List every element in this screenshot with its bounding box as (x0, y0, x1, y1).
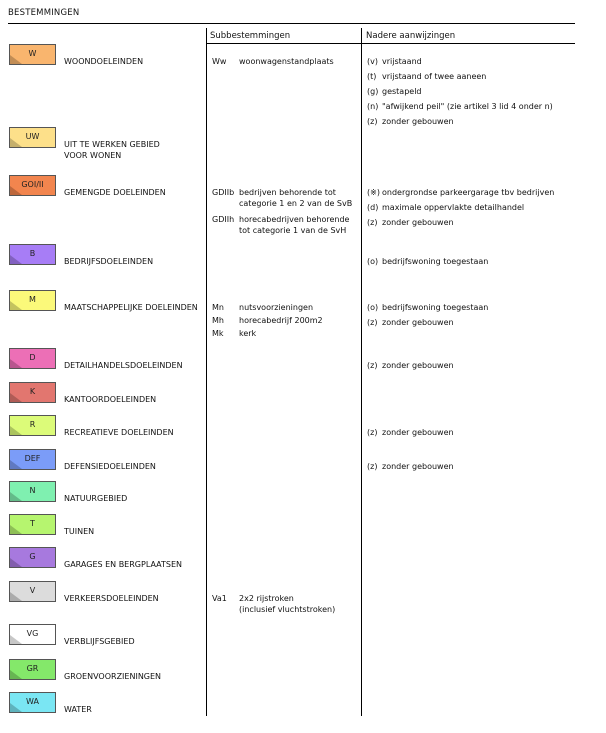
category-label-line: GROENVOORZIENINGEN (64, 672, 162, 681)
category-label-line: RECREATIEVE DOELEINDEN (64, 428, 174, 437)
swatch-code: R (29, 420, 36, 429)
category-label-line: DETAILHANDELSDOELEINDEN (64, 361, 183, 370)
subbestemming-text: horecabedrijf 200m2 (239, 316, 323, 325)
category-label (64, 139, 160, 161)
title-rule (8, 23, 575, 24)
category-label (64, 427, 174, 438)
subbestemming-text: tot categorie 1 van de SvH (239, 226, 347, 235)
note-item (367, 317, 454, 328)
note-item (367, 116, 454, 127)
subbestemming-code: Ww (212, 57, 227, 66)
note-item (367, 360, 454, 371)
subbestemming-item (212, 315, 323, 326)
swatch-code: B (29, 249, 36, 258)
subbestemming-line (212, 328, 256, 339)
note-text: zonder gebouwen (382, 117, 454, 126)
note-item (367, 86, 422, 97)
note-item (367, 256, 488, 267)
subbestemming-line (212, 604, 335, 615)
note-item (367, 302, 488, 313)
note-text: zonder gebouwen (382, 218, 454, 227)
note-key: (o) (367, 303, 379, 312)
note-item (367, 56, 422, 67)
category-label (64, 56, 143, 67)
category-label (64, 360, 183, 371)
legend-swatch (9, 382, 56, 403)
column-divider-left (206, 28, 207, 716)
note-text: gestapeld (382, 87, 422, 96)
subbestemming-text: kerk (239, 329, 257, 338)
swatch-code: M (29, 295, 36, 304)
note-key: (z) (367, 462, 378, 471)
subbestemming-line (212, 315, 323, 326)
category-label (64, 461, 156, 472)
note-item (367, 202, 524, 213)
swatch-code: T (30, 519, 35, 528)
legend-swatch (9, 290, 56, 311)
subbestemming-line (212, 302, 313, 313)
legend-swatch (9, 581, 56, 602)
note-key: (※) (367, 188, 380, 197)
note-text: bedrijfswoning toegestaan (382, 303, 489, 312)
category-label-line: DEFENSIEDOELEINDEN (64, 462, 156, 471)
swatch-code: VG (26, 629, 39, 638)
category-label-line: VOOR WONEN (64, 151, 122, 160)
category-label-line: BEDRIJFSDOELEINDEN (64, 257, 154, 266)
note-key: (t) (367, 72, 377, 81)
category-label (64, 671, 161, 682)
subbestemming-code: Mh (212, 316, 224, 325)
category-label-line: UIT TE WERKEN GEBIED (64, 140, 160, 149)
category-label-line: WATER (64, 705, 92, 714)
subbestemming-code: Mk (212, 329, 224, 338)
subbestemming-item (212, 302, 313, 313)
subbestemming-line (212, 187, 352, 198)
note-text: vrijstaand (382, 57, 422, 66)
category-label (64, 187, 166, 198)
swatch-code: N (29, 486, 36, 495)
subbestemming-item (212, 593, 335, 615)
legend-swatch (9, 449, 56, 470)
subbestemming-code: Va1 (212, 594, 227, 603)
legend-swatch (9, 44, 56, 65)
note-key: (z) (367, 218, 378, 227)
subbestemming-code: Mn (212, 303, 224, 312)
subbestemming-line (212, 225, 349, 236)
subbestemming-line (212, 214, 349, 225)
subbestemming-line (212, 198, 352, 209)
subbestemming-text: woonwagenstandplaats (239, 57, 334, 66)
note-item (367, 187, 554, 198)
note-key: (n) (367, 102, 379, 111)
note-text: "afwijkend peil" (zie artikel 3 lid 4 onder n) (382, 102, 553, 111)
category-label-line: VERBLIJFSGEBIED (64, 637, 135, 646)
subbestemming-text: 2x2 rijstroken (239, 594, 294, 603)
note-text: zonder gebouwen (382, 318, 454, 327)
note-text: bedrijfswoning toegestaan (382, 257, 489, 266)
subbestemming-item (212, 56, 334, 67)
swatch-code: GOI/II (21, 180, 44, 189)
category-label (64, 256, 153, 267)
legend-swatch (9, 692, 56, 713)
subbestemming-item (212, 187, 352, 209)
page-title: BESTEMMINGEN (8, 8, 80, 18)
swatch-code: GR (26, 664, 39, 673)
header-rule (206, 43, 575, 44)
subbestemming-item (212, 214, 349, 236)
category-label-line: KANTOORDOELEINDEN (64, 395, 157, 404)
category-label-line: NATUURGEBIED (64, 494, 128, 503)
swatch-code: K (29, 387, 36, 396)
legend-swatch (9, 624, 56, 645)
category-label-line: GEMENGDE DOELEINDEN (64, 188, 166, 197)
swatch-code: WA (26, 697, 39, 706)
swatch-code: DEF (24, 454, 41, 463)
note-item (367, 461, 454, 472)
note-item (367, 217, 454, 228)
subbestemming-text: categorie 1 en 2 van de SvB (239, 199, 353, 208)
legend-swatch (9, 659, 56, 680)
subbestemming-code: GDIIh (212, 215, 235, 224)
category-label (64, 559, 182, 570)
category-label (64, 593, 159, 604)
category-label-line: VERKEERSDOELEINDEN (64, 594, 159, 603)
swatch-code: W (28, 49, 37, 58)
note-key: (g) (367, 87, 379, 96)
category-label-line: TUINEN (64, 527, 95, 536)
notes-header: Nadere aanwijzingen (366, 31, 456, 41)
note-item (367, 101, 553, 112)
subbestemming-text: horecabedrijven behorende (239, 215, 350, 224)
category-label (64, 493, 127, 504)
legend-swatch (9, 514, 56, 535)
subbestemming-text: bedrijven behorende tot (239, 188, 336, 197)
swatch-code: D (29, 353, 36, 362)
note-key: (z) (367, 318, 378, 327)
category-label (64, 704, 92, 715)
subbestemming-text: nutsvoorzieningen (239, 303, 314, 312)
note-key: (z) (367, 428, 378, 437)
note-text: zonder gebouwen (382, 428, 454, 437)
swatch-code: G (29, 552, 36, 561)
category-label (64, 526, 94, 537)
note-item (367, 427, 454, 438)
note-key: (d) (367, 203, 379, 212)
category-label (64, 302, 198, 313)
category-label-line: GARAGES EN BERGPLAATSEN (64, 560, 183, 569)
legend-swatch (9, 348, 56, 369)
legend-swatch (9, 481, 56, 502)
sub-header: Subbestemmingen (210, 31, 291, 41)
swatch-code: V (29, 586, 36, 595)
legend-swatch (9, 127, 56, 148)
note-text: zonder gebouwen (382, 462, 454, 471)
note-item (367, 71, 486, 82)
subbestemming-text: (inclusief vluchtstroken) (239, 605, 336, 614)
note-text: vrijstaand of twee aaneen (382, 72, 487, 81)
note-key: (z) (367, 361, 378, 370)
note-key: (v) (367, 57, 378, 66)
legend-swatch (9, 415, 56, 436)
note-text: ondergrondse parkeergarage tbv bedrijven (382, 188, 555, 197)
subbestemming-code: GDIIb (212, 188, 235, 197)
swatch-code: UW (25, 132, 40, 141)
category-label-line: MAATSCHAPPELIJKE DOELEINDEN (64, 303, 198, 312)
subbestemming-line (212, 593, 335, 604)
note-key: (z) (367, 117, 378, 126)
note-key: (o) (367, 257, 379, 266)
category-label (64, 636, 135, 647)
note-text: maximale oppervlakte detailhandel (382, 203, 525, 212)
subbestemming-item (212, 328, 256, 339)
column-divider-right (361, 28, 362, 716)
legend-swatch (9, 244, 56, 265)
note-text: zonder gebouwen (382, 361, 454, 370)
legend-swatch (9, 175, 56, 196)
subbestemming-line (212, 56, 334, 67)
category-label-line: WOONDOELEINDEN (64, 57, 144, 66)
legend-swatch (9, 547, 56, 568)
category-label (64, 394, 156, 405)
